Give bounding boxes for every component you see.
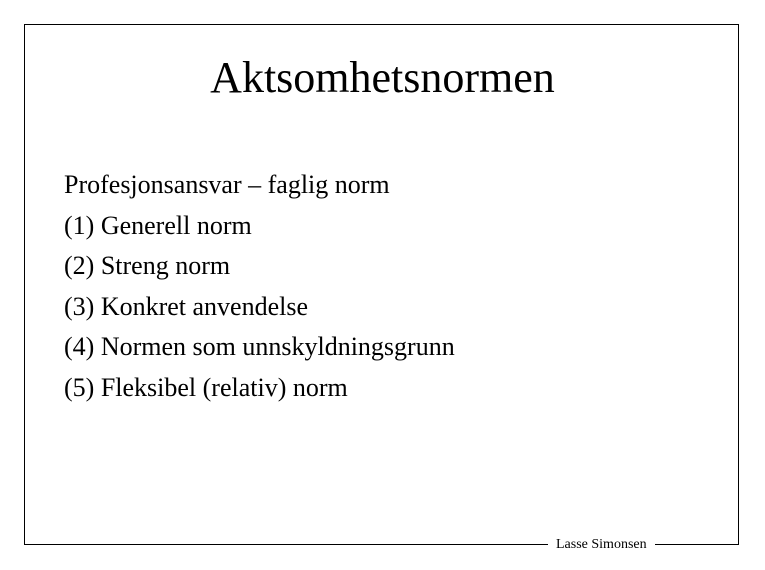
body-line-4: (4) Normen som unnskyldningsgrunn xyxy=(64,332,455,361)
body-line-5: (5) Fleksibel (relativ) norm xyxy=(64,372,348,402)
slide-title: Aktsomhetsnormen xyxy=(210,53,555,102)
body-line-3: (3) Konkret anvendelse xyxy=(64,291,309,321)
body-line-2: (2) Streng norm xyxy=(64,251,231,280)
body-line-heading: Profesjonsansvar – faglig norm xyxy=(64,170,390,199)
footer-author: Lasse Simonsen xyxy=(548,535,655,555)
body-line-1: (1) Generell norm xyxy=(64,210,252,240)
slide-body-list xyxy=(64,165,455,408)
